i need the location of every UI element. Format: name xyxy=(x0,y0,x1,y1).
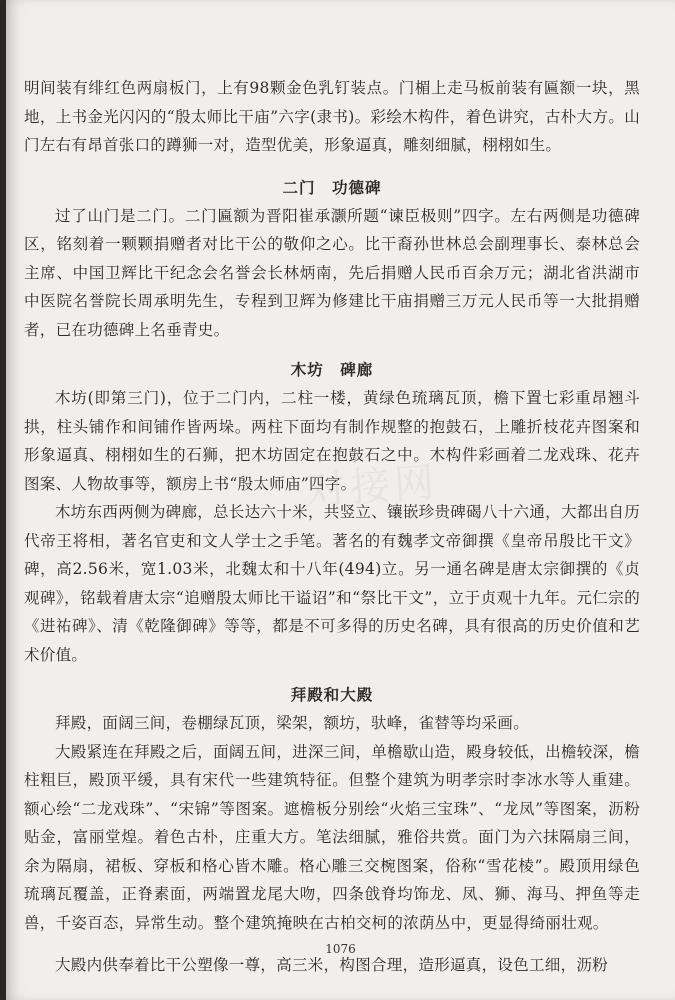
paragraph-mufang: 木坊(即第三门)，位于二门内，二柱一楼，黄绿色琉璃瓦顶，檐下置七彩重昂翘斗拱，柱头铺作和间铺作皆两垛。两柱下面均有制作规整的抱鼓石，上雕折枝花卉图案和形象逼真、栩栩如生的石狮，把木坊固定在抱鼓石之中。木构件彩画着二龙戏珠、花卉图案、人物故事等，额房上书“殷太师庙”四字。 xyxy=(24,389,640,493)
paragraph-dadian: 大殿紧连在拜殿之后，面阔五间，进深三间，单檐歇山造，殿身较低，出檐较深，檐柱粗巨，殿顶平缓，具有宋代一些建筑特征。但整个建筑为明孝宗时李冰水等人重建。额心绘“二龙戏珠”、“宋锦”等图案。遮檐板分别绘“火焰三宝珠”、“龙凤”等图案，沥粉贴金，富丽堂煌。着色古朴，庄重大方。笔法细腻，雅俗共赏。面门为六抹隔扇三间，余为隔扇，裙板、穿板和格心皆木雕。格心雕三交椀图案，俗称“雪花棱”。殿顶用绿色琉璃瓦覆盖，正脊素面，两端置龙尾大吻，四条戗脊均饰龙、凤、狮、海马、押鱼等走兽，千姿百态，异常生动。整个建筑掩映在古柏交柯的浓荫丛中，更显得绮丽壮观。 xyxy=(24,742,640,932)
book-page xyxy=(6,0,675,1000)
page-content xyxy=(24,74,640,980)
heading-baidian: 拜殿和大殿 xyxy=(290,686,374,704)
page-number: 1076 xyxy=(325,942,356,956)
paragraph-shanmen: 明间装有绯红色两扇板门，上有98颗金色乳钉装点。门楣上走马板前装有匾额一块，黑地，上书金光闪闪的“殷太师比干庙”六字(隶书)。彩绘木构件，着色讲究，古朴大方。山门左右有昂首张口的蹲狮一对，造型优美，形象逼真，雕刻细腻，栩栩如生。 xyxy=(24,79,640,154)
watermark: 对接网 xyxy=(304,459,440,515)
paragraph-statue: 大殿内供奉着比干公塑像一尊，高三米，构图合理，造形逼真，设色工细，沥粉 xyxy=(55,956,609,974)
paragraph-ermen: 过了山门是二门。二门匾额为晋阳崔承灏所题“谏臣极则”四字。左右两侧是功德碑区，铭刻着一颗颗捐赠者对比干公的敬仰之心。比干裔孙世林总会副理事长、泰林总会主席、中国卫辉比干纪念会名誉会长林炳南，先后捐赠人民币百余万元；湖北省洪湖市中医院名誉院长周承明先生，专程到卫辉为修建比干庙捐赠三万元人民币等一大批捐赠者，已在功德碑上名垂青史。 xyxy=(24,206,640,339)
heading-ermen: 二门 功德碑 xyxy=(282,178,382,197)
heading-mufang: 木坊 碑廊 xyxy=(290,361,374,379)
paragraph-baidian: 拜殿，面阔三间，卷棚绿瓦顶，梁架，额坊，驮峰，雀替等均采画。 xyxy=(55,714,530,732)
paragraph-beilang: 木坊东西两侧为碑廊，总长达六十米，共竖立、镶嵌珍贵碑碣八十六通，大都出自历代帝王将相，著名官吏和文人学士之手笔。著名的有魏孝文帝御撰《皇帝吊殷比干文》碑，高2.56米，宽1.03米，北魏太和十八年(494)立。另一通名碑是唐太宗御撰的《贞观碑》，铭载着唐太宗“追赠殷太师比干谥诏”和“祭比干文”，立于贞观十九年。元仁宗的《进祐碑》、清《乾隆御碑》等等，都是不可多得的历史名碑，具有很高的历史价值和艺术价值。 xyxy=(24,503,640,664)
